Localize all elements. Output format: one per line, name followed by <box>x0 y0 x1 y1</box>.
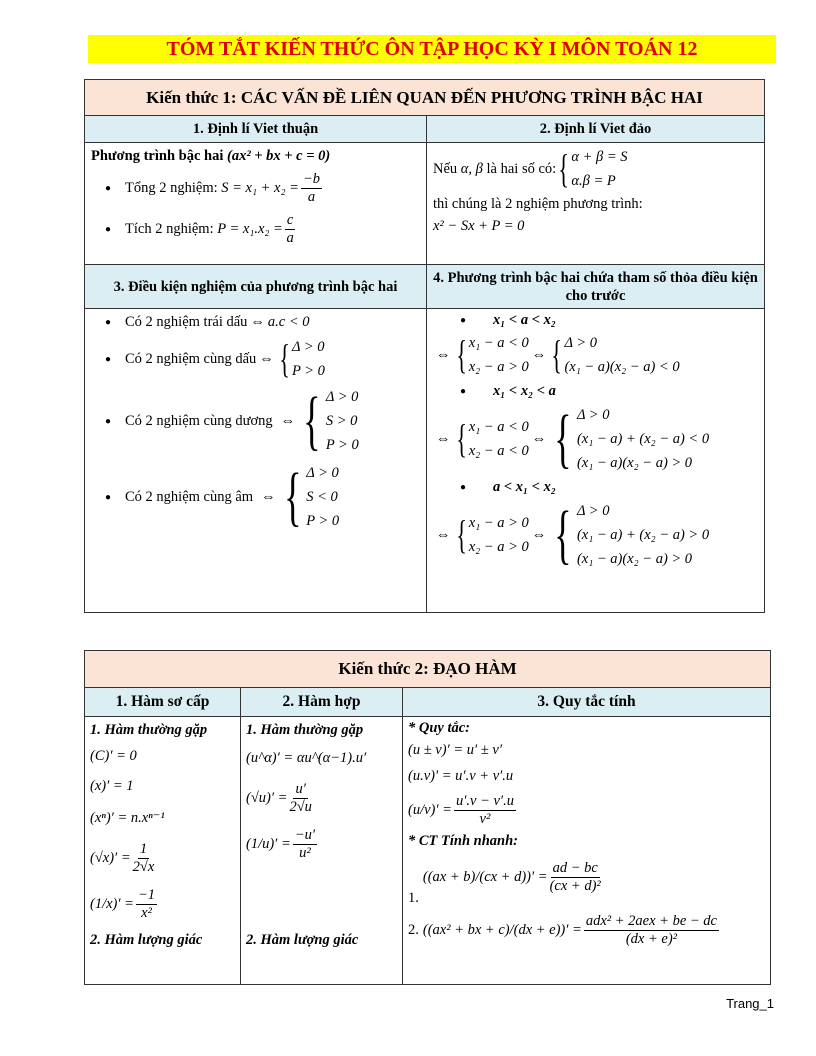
quick-lhs: ((ax + b)/(cx + d))′ = <box>422 869 548 885</box>
sys-line: x₁ − a < 0 <box>468 419 529 435</box>
frac-den: x² <box>141 904 152 921</box>
sys-line: P > 0 <box>292 363 325 379</box>
sys-line: S < 0 <box>306 489 338 505</box>
bullet-icon: ● <box>104 491 112 503</box>
same-sign-system: { Δ > 0 P > 0 <box>279 336 325 381</box>
rule-fraction <box>454 793 516 828</box>
iff-icon: ⇔ <box>250 313 265 330</box>
param-cell <box>427 309 765 613</box>
composite-sub2: 2. Hàm lượng giác <box>246 932 359 948</box>
section2-heading: Kiến thức 2: ĐẠO HÀM <box>85 651 771 688</box>
sys-line: x₂ − a < 0 <box>468 443 529 459</box>
sum-num: −b <box>302 171 320 187</box>
case1-system <box>433 331 758 379</box>
frac-den: (cx + d)² <box>549 878 601 894</box>
sys-line: (x₁ − a)(x₂ − a) > 0 <box>576 455 693 471</box>
rules-sub2: * CT Tính nhanh: <box>408 833 519 849</box>
bullet-icon: ● <box>104 353 112 365</box>
sys-line: α + β = S <box>571 149 628 165</box>
opposite-sign-label: Có 2 nghiệm trái dấu <box>125 313 248 330</box>
formula-fraction <box>289 781 311 816</box>
iff-icon: ⇔ <box>436 346 451 363</box>
formula: (u^α)′ = αu^(α−1).u′ <box>246 750 367 766</box>
case1-left: { x₁ − a < 0 x₂ − a > 0 <box>455 332 529 377</box>
case2-left: { x₁ − a < 0 x₂ − a < 0 <box>455 416 529 461</box>
frac-den: 2√u <box>289 798 312 815</box>
bullet-icon: ● <box>104 224 112 235</box>
iff-icon: ⇔ <box>531 430 547 447</box>
iff-icon: ⇔ <box>261 488 276 505</box>
rules-header: 3. Quy tắc tính <box>403 688 771 717</box>
elementary-sub1: 1. Hàm thường gặp <box>90 722 208 738</box>
case2-title: x₁ < x₂ < a <box>493 382 556 399</box>
prod-fraction <box>285 212 295 247</box>
frac-den: 2√x <box>132 858 155 875</box>
rule: (u.v)′ = u′.v + v′.u <box>408 768 514 784</box>
bullet-icon: ● <box>104 316 112 328</box>
case2-right: { Δ > 0 (x₁ − a) + (x₂ − a) < 0 (x₁ − a)(x₂ − a) > 0 <box>554 402 710 475</box>
formula: (C)′ = 0 <box>90 748 137 764</box>
frac-num: −1 <box>137 886 155 903</box>
page-number: Trang_1 <box>726 996 774 1011</box>
if-text: Nếu <box>433 160 458 177</box>
viet-eq-label: Phương trình bậc hai <box>91 148 224 164</box>
are-text: là hai số có: <box>486 160 557 177</box>
formula-fraction <box>136 887 157 922</box>
sys-line: (x₁ − a) + (x₂ − a) < 0 <box>576 431 710 447</box>
sys-line: Δ > 0 <box>576 503 610 519</box>
both-negative-system: { Δ > 0 S < 0 P > 0 <box>283 460 340 533</box>
frac-den: v² <box>479 810 491 827</box>
bullet-icon: ● <box>459 314 467 326</box>
case3-right: { Δ > 0 (x₁ − a) + (x₂ − a) > 0 (x₁ − a)(x₂ − a) > 0 <box>554 498 710 571</box>
iff-icon: ⇔ <box>280 412 296 429</box>
quick-lhs: ((ax² + bx + c)/(dx + e))′ = <box>422 921 582 938</box>
sys-line: α.β = P <box>571 173 616 189</box>
both-positive-system: { Δ > 0 S > 0 P > 0 <box>303 384 359 457</box>
formula-fraction <box>293 827 317 862</box>
sys-line: Δ > 0 <box>325 389 359 405</box>
frac-den: u² <box>299 844 311 861</box>
sys-line: (x₁ − a)(x₂ − a) < 0 <box>564 359 680 375</box>
prod-num: c <box>286 212 294 228</box>
formula-lhs: (√x)′ = <box>90 849 131 866</box>
viet-header: 1. Định lí Viet thuận <box>85 116 427 143</box>
sys-line: Δ > 0 <box>564 335 597 351</box>
formula-lhs: (1/x)′ = <box>90 895 134 912</box>
viet-reverse-header: 2. Định lí Viet đảo <box>427 116 765 143</box>
sum-expr: S = x₁ + x₂ = <box>221 180 299 196</box>
viet-reverse-cell <box>427 143 765 265</box>
frac-num: u′ <box>295 780 306 797</box>
case2-system <box>433 403 758 475</box>
sys-line: x₁ − a > 0 <box>468 515 529 531</box>
rules-sub1: * Quy tắc: <box>408 720 471 736</box>
composite-sub1: 1. Hàm thường gặp <box>246 722 364 738</box>
sys-line: (x₁ − a)(x₂ − a) > 0 <box>576 551 693 567</box>
sys-line: P > 0 <box>306 513 340 529</box>
bullet-icon: ● <box>459 385 467 397</box>
elementary-cell <box>85 717 241 985</box>
viet-reverse-eq: x² − Sx + P = 0 <box>433 218 525 234</box>
sum-fraction <box>301 171 322 206</box>
sys-line: Δ > 0 <box>306 465 339 481</box>
case3-left: { x₁ − a > 0 x₂ − a > 0 <box>455 512 529 557</box>
case1-right: { Δ > 0 (x₁ − a)(x₂ − a) < 0 <box>551 332 680 377</box>
quick-label: 2. <box>408 921 419 938</box>
case1-title: x₁ < a < x₂ <box>493 311 556 328</box>
then-text: thì chúng là 2 nghiệm phương trình: <box>433 196 643 212</box>
formula-lhs: (√u)′ = <box>246 789 288 806</box>
rule-lhs: (u/v)′ = <box>408 801 452 818</box>
viet-system: { α + β = S α.β = P <box>558 146 628 191</box>
frac-num: −u′ <box>294 826 315 843</box>
section2-table <box>84 650 771 985</box>
iff-icon: ⇔ <box>259 350 274 367</box>
quick-label: 1. <box>408 890 419 906</box>
iff-icon: ⇔ <box>531 346 547 363</box>
both-negative-label: Có 2 nghiệm cùng âm <box>125 488 254 505</box>
same-sign-label: Có 2 nghiệm cùng dấu <box>125 350 257 367</box>
formula-lhs: (1/u)′ = <box>246 835 291 852</box>
bullet-icon: ● <box>104 183 112 194</box>
elementary-header: 1. Hàm sơ cấp <box>85 688 241 717</box>
composite-header: 2. Hàm hợp <box>241 688 403 717</box>
frac-den: (dx + e)² <box>625 930 677 947</box>
iff-icon: ⇔ <box>531 526 547 543</box>
opposite-sign-expr: a.c < 0 <box>267 313 310 330</box>
frac-num: 1 <box>139 840 148 857</box>
frac-num: ad − bc <box>552 860 598 876</box>
elementary-sub2: 2. Hàm lượng giác <box>90 932 203 948</box>
formula: (xⁿ)′ = n.xⁿ⁻¹ <box>90 810 165 826</box>
viet-eq: (ax² + bx + c = 0) <box>226 148 331 164</box>
sys-line: S > 0 <box>325 413 358 429</box>
section1-heading: Kiến thức 1: CÁC VẤN ĐỀ LIÊN QUAN ĐẾN PHƯƠNG TRÌNH BẬC HAI <box>85 80 765 116</box>
conditions-header: 3. Điều kiện nghiệm của phương trình bậc hai <box>85 265 427 309</box>
sys-line: x₂ − a > 0 <box>468 539 529 555</box>
iff-icon: ⇔ <box>436 430 451 447</box>
case3-system <box>433 499 758 571</box>
sys-line: x₁ − a < 0 <box>468 335 529 351</box>
formula-fraction <box>133 841 155 876</box>
page-title: TÓM TẮT KIẾN THỨC ÔN TẬP HỌC KỲ I MÔN TOÁN 12 <box>88 35 776 63</box>
rule: (u ± v)′ = u′ ± v′ <box>408 742 502 758</box>
case3-title: a < x₁ < x₂ <box>493 478 556 495</box>
viet-cell <box>85 143 427 265</box>
section1-table <box>84 79 765 613</box>
bullet-icon: ● <box>459 481 467 493</box>
sys-line: Δ > 0 <box>292 339 325 355</box>
param-header: 4. Phương trình bậc hai chứa tham số thỏa điều kiện cho trước <box>427 265 765 309</box>
sum-label: Tổng 2 nghiệm: <box>125 180 218 196</box>
iff-icon: ⇔ <box>436 526 451 543</box>
composite-cell <box>241 717 403 985</box>
frac-num: u′.v − v′.u <box>455 792 514 809</box>
bullet-icon: ● <box>104 415 112 427</box>
prod-label: Tích 2 nghiệm: <box>125 221 214 237</box>
sys-line: Δ > 0 <box>576 407 610 423</box>
quick-fraction <box>550 860 601 895</box>
sum-den: a <box>307 189 316 205</box>
formula: (x)′ = 1 <box>90 778 134 794</box>
vars: α, β <box>460 160 483 177</box>
sys-line: P > 0 <box>325 437 359 453</box>
frac-num: adx² + 2aex + be − dc <box>585 912 717 929</box>
prod-expr: P = x₁.x₂ = <box>217 221 283 237</box>
both-positive-label: Có 2 nghiệm cùng dương <box>125 412 273 429</box>
sys-line: x₂ − a > 0 <box>468 359 529 375</box>
prod-den: a <box>286 230 294 246</box>
conditions-cell <box>85 309 427 613</box>
sys-line: (x₁ − a) + (x₂ − a) > 0 <box>576 527 710 543</box>
quick-fraction <box>584 913 719 948</box>
rules-cell <box>403 717 771 985</box>
